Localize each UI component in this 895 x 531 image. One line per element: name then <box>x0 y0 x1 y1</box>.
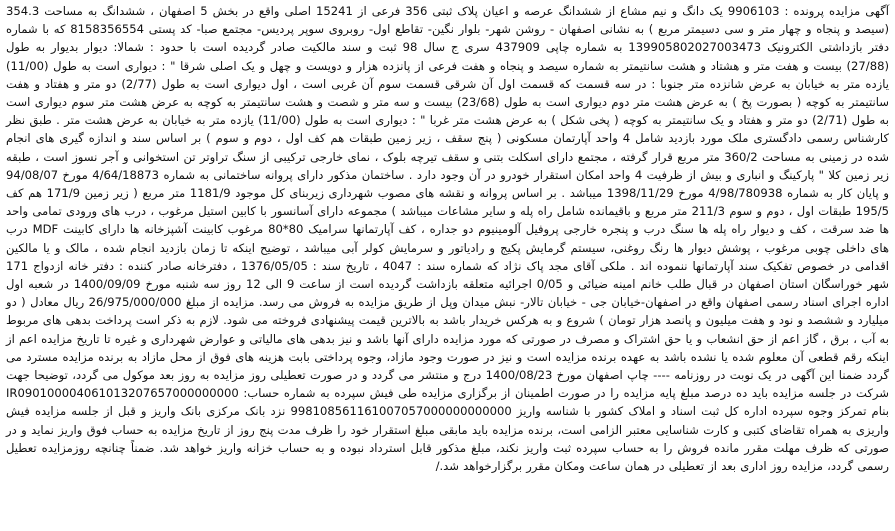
auction-notice-text: آگهی مزایده پرونده : 9906103 یک دانگ و نیم مشاع از ششدانگ عرصه و اعیان پلاک ثبتی 356 فرعی از 15241 اصلی واقع در بخش 5 اصفهان ، ششدانگ به مساحت 354.3 (سیصد و پنجاه و چهار متر و سی دسیمتر مربع ) به نشانی اصفهان - روشن شهر- بلوار نگین- تقاطع اول- روبروی سوپر پردیس- مجتمع صبا- کد پستی 8158356554 که با شماره دفتر بازداشتی الکترونیک 139905802027003473 به شماره چاپی 437909 سری ج سال 98 ثبت و سند مالکیت صادر گردیده است با حدود : شمالا: دیوار بدیوار به طول (27/88) بیست و هفت متر و هشتاد و هشت سانتیمتر به شماره سیصد و پنجاه و هفت فرعی از پانزده هزار و دویست و چهل و یک اصلی شرقا " : دیواری است به طول (11/00) یازده متر به خیابان به عرض شانزده متر جنوبا : در سه قسمت که قسمت اول آن شرقی قسمت سوم آن غربی است ، اول دیواری است به طول (2/77) دو متر و هفتاد و هفت سانتیمتر به کوچه ( بصورت پخ ) به عرض هشت متر دوم دیواری است به طول (23/68) بیست و سه متر و شصت و هشت سانتیمتر به کوچه به عرض هشت متر سوم دیواری است به طول (2/71) دو متر و هفتاد و یک سانتیمتر به کوچه ( پخی شکل ) به عرض هشت متر غربا " : دیواری است به طول (11/00) یازده متر به خیابان به عرض هشت متر . طبق نظر کارشناس رسمی دادگستری ملک مورد بازدید شامل 4 واحد آپارتمان مسکونی ( پنج سقف ، زیر زمین طبقات هم کف اول ، دوم و سوم ) بر اساس سند و اندازه گیری های انجام شده در زمینی به مساحت 360/2 متر مربع قرار گرفته ، مجتمع دارای اسکلت بتنی و سقف تیرچه بلوک ، نمای خارجی ترکیبی از سنگ تراوتر تن استخوانی و آجر نسوز است ، طبقه زیر زمین کلا " پارکینگ و انباری و بیش از ظرفیت 4 واحد امکان استقرار خودرو در آن وجود دارد . ساختمان مذکور دارای پروانه ساختمانی به شماره 4/64/18873 مورخ 94/08/07 و پایان کار به شماره 4/98/780938 مورخ 1398/11/29 میباشد . بر اساس پروانه و نقشه های مصوب شهرداری زیربنای کل موجود 1181/9 متر مربع ( زیر زمین 171/9 هم کف 195/5 طبقات اول ، دوم و سوم 211/3 متر مربع و باقیمانده شامل راه پله و سایر مشاعات میباشد ) مجموعه دارای آسانسور با کابین استیل مرغوب ، درب های ورودی تمامی واحد ها ضد سرقت ، کف و دیوار راه پله ها سنگ درب و پنجره خارجی پروفیل آلومینیوم دو جداره ، کف آپارتمانها سرامیک 80*80 مرغوب کابینت آشپزخانه ها دارای کابینت MDF درب های داخلی چوبی مرغوب ، پوشش دیوار ها رنگ روغنی، سیستم گرمایش پکیج و رادیاتور و سرمایش کولر آبی میباشد ، توضیح اینکه تا زمان بازدید انجام شده ، مالک و یا مالکین اقدامی در خصوص تفکیک سند آپارتمانها ننموده اند . ملکی آقای مجد پاک نژاد که شماره سند : 4047 ، تاریخ سند : 1376/05/05 ، دفترخانه صادر کننده : دفتر خانه ازدواج 171 شهر خوراسگان استان اصفهان در قبال طلب خانم امینه ضیائی و 0/05 اجرائیه متعلقه بازداشت گردیده است از ساعت 9 الی 12 روز سه شنبه مورخ 1400/09/09 در شعبه اول اداره اجرای اسناد رسمی اصفهان واقع در اصفهان-خیابان جی - خیابان تالار- نبش میدان وپل از طریق مزایده به فروش می رسد. مزایده از مبلغ 26/975/000/000 ریال معادل ( دو میلیارد و ششصد و نود و هفت میلیون و پانصد هزار تومان ) شروع و به هرکس خریدار باشد به بالاترین قیمت پیشنهادی فروخته می شود. لازم به ذکر است پرداخت بدهی های مربوط به آب ، برق ، گاز اعم از حق انشعاب و یا حق اشتراک و مصرف در صورتی که مورد مزایده دارای آنها باشد و نیز بدهی های مالیاتی و عوارض شهرداری و غیره تا تاریخ مزایده اعم از اینکه رقم قطعی آن معلوم شده یا نشده باشد به عهده برنده مزایده است و نیز در صورت وجود مازاد، وجوه پرداختی بابت هزینه های فوق از محل مازاد به برنده مزایده مسترد می گردد ضمنا این آگهی در یک نوبت در روزنامه ---- چاپ اصفهان مورخ 1400/08/23 درج و منتشر می گردد و در صورت تعطیلی روز مزایده به روز بعد موکول می گردد، توضیحا جهت شرکت در جلسه مزایده باید ده درصد مبلغ پایه مزایده را در صورت اطمینان از برگزاری مزایده طی فیش سپرده به شماره حساب: IR090100004061013207657000000000 بنام تمرکز وجوه سپرده اداره کل ثبت اسناد و املاک کشور با شناسه واریز 998108561161007057000000000000 نزد بانک مرکزی بانک واریز و قبل از جلسه مزایده فیش واریزی به همراه تقاضای کتبی و کارت شناسایی معتبر الزامی است، برنده مزایده باید مابقی مبلغ استقرار خود را ظرف مدت پنج روز از تاریخ مزایده به حساب فوق واریز نماید و در صورتی که ظرف مهلت مقرر مانده فروش را به حساب سپرده ثبت واریز نکند، مبلغ مذکور قابل استرداد نبوده و به حساب خزانه واریز خواهد شد. ضمناً چنانچه روزمزایده تعطیل رسمی گردد، مزایده روز اداری بعد از تعطیلی در همان ساعت ومکان مقرر برگزارخواهد شد./ <box>6 4 890 474</box>
